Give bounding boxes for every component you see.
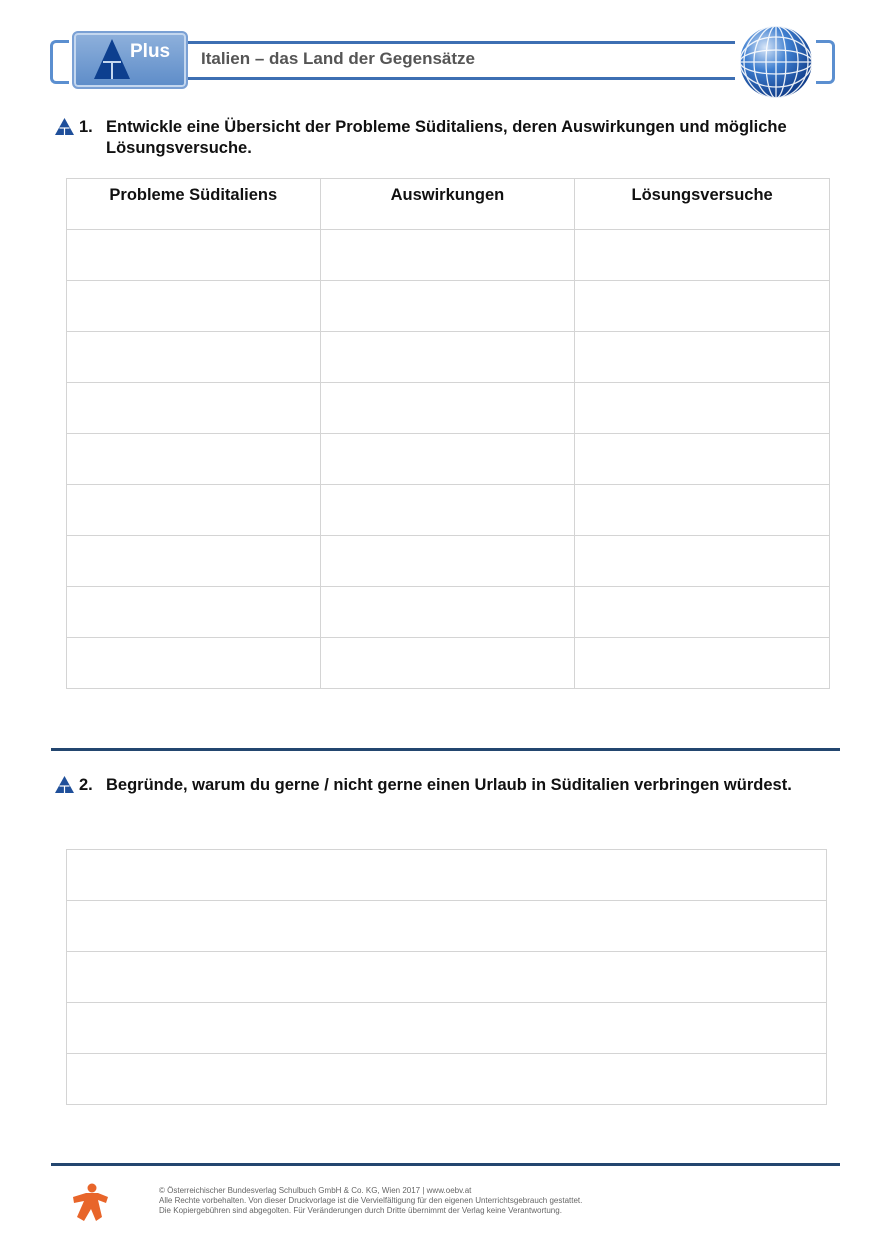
answer-cell[interactable] bbox=[320, 638, 575, 689]
table-row bbox=[67, 485, 830, 536]
pyramid-icon bbox=[55, 118, 74, 135]
answer-cell[interactable] bbox=[67, 901, 827, 952]
column-header-solutions: Lösungsversuche bbox=[575, 179, 830, 230]
logo-text: Plus bbox=[130, 41, 171, 62]
footer-divider bbox=[51, 1163, 840, 1166]
answer-cell[interactable] bbox=[320, 536, 575, 587]
answer-cell[interactable] bbox=[67, 1003, 827, 1054]
answer-line bbox=[67, 1054, 827, 1105]
page-title: Italien – das Land der Gegensätze bbox=[201, 49, 475, 68]
table-row bbox=[67, 638, 830, 689]
answer-cell[interactable] bbox=[575, 638, 830, 689]
answer-cell[interactable] bbox=[67, 952, 827, 1003]
answer-cell[interactable] bbox=[67, 1054, 827, 1105]
answer-cell[interactable] bbox=[67, 850, 827, 901]
table-row bbox=[67, 281, 830, 332]
answer-cell[interactable] bbox=[320, 230, 575, 281]
answer-cell[interactable] bbox=[575, 383, 830, 434]
answer-cell[interactable] bbox=[67, 434, 321, 485]
answer-cell[interactable] bbox=[575, 587, 830, 638]
table-row bbox=[67, 434, 830, 485]
answer-cell[interactable] bbox=[575, 536, 830, 587]
answer-cell[interactable] bbox=[67, 281, 321, 332]
task-text: Entwickle eine Übersicht der Probleme Süditaliens, deren Auswirkungen und mögliche Lösungsversuche. bbox=[106, 118, 787, 157]
header-bracket-right bbox=[816, 40, 835, 84]
answer-cell[interactable] bbox=[320, 485, 575, 536]
table-row bbox=[67, 332, 830, 383]
liability-line: Die Kopiergebühren sind abgegolten. Für Veränderungen durch Dritte übernimmt der Verlag keine Verantwortung. bbox=[159, 1206, 562, 1215]
answer-cell[interactable] bbox=[67, 536, 321, 587]
answer-cell[interactable] bbox=[575, 434, 830, 485]
answer-line bbox=[67, 850, 827, 901]
pyramid-icon bbox=[55, 776, 74, 793]
globe-icon bbox=[738, 24, 814, 100]
answer-cell[interactable] bbox=[575, 332, 830, 383]
pyramid-icon bbox=[90, 37, 134, 81]
column-header-effects: Auswirkungen bbox=[320, 179, 575, 230]
answer-cell[interactable] bbox=[67, 638, 321, 689]
task-text: Begründe, warum du gerne / nicht gerne einen Urlaub in Süditalien verbringen würdest. bbox=[106, 776, 792, 794]
answer-cell[interactable] bbox=[575, 485, 830, 536]
answer-cell[interactable] bbox=[320, 332, 575, 383]
header-line-bottom bbox=[185, 77, 735, 80]
table-row bbox=[67, 536, 830, 587]
answer-cell[interactable] bbox=[67, 587, 321, 638]
publisher-logo-icon bbox=[72, 1183, 110, 1223]
answer-cell[interactable] bbox=[320, 281, 575, 332]
header-bracket-left bbox=[50, 40, 69, 84]
answer-cell[interactable] bbox=[575, 230, 830, 281]
overview-table bbox=[66, 178, 830, 689]
rights-line: Alle Rechte vorbehalten. Von dieser Druckvorlage ist die Vervielfältigung für den eigenen Unterrichtsgebrauch gestattet. bbox=[159, 1196, 583, 1205]
answer-lines-table bbox=[66, 849, 827, 1105]
table-row bbox=[67, 230, 830, 281]
answer-cell[interactable] bbox=[67, 230, 321, 281]
answer-cell[interactable] bbox=[67, 332, 321, 383]
answer-cell[interactable] bbox=[320, 383, 575, 434]
answer-cell[interactable] bbox=[320, 587, 575, 638]
task-number: 1. bbox=[79, 118, 93, 136]
header-line-top bbox=[185, 41, 735, 44]
answer-cell[interactable] bbox=[67, 383, 321, 434]
table-row bbox=[67, 587, 830, 638]
table-header-row bbox=[67, 179, 830, 230]
section-divider bbox=[51, 748, 840, 751]
answer-line bbox=[67, 952, 827, 1003]
answer-cell[interactable] bbox=[320, 434, 575, 485]
copyright-line: © Österreichischer Bundesverlag Schulbuch GmbH & Co. KG, Wien 2017 | www.oebv.at bbox=[159, 1186, 472, 1195]
answer-line bbox=[67, 901, 827, 952]
answer-cell[interactable] bbox=[575, 281, 830, 332]
column-header-problems: Probleme Süditaliens bbox=[67, 179, 321, 230]
answer-line bbox=[67, 1003, 827, 1054]
copyright-notice bbox=[159, 1186, 582, 1216]
table-row bbox=[67, 383, 830, 434]
answer-cell[interactable] bbox=[67, 485, 321, 536]
task-number: 2. bbox=[79, 776, 93, 794]
plus-logo bbox=[72, 31, 188, 89]
